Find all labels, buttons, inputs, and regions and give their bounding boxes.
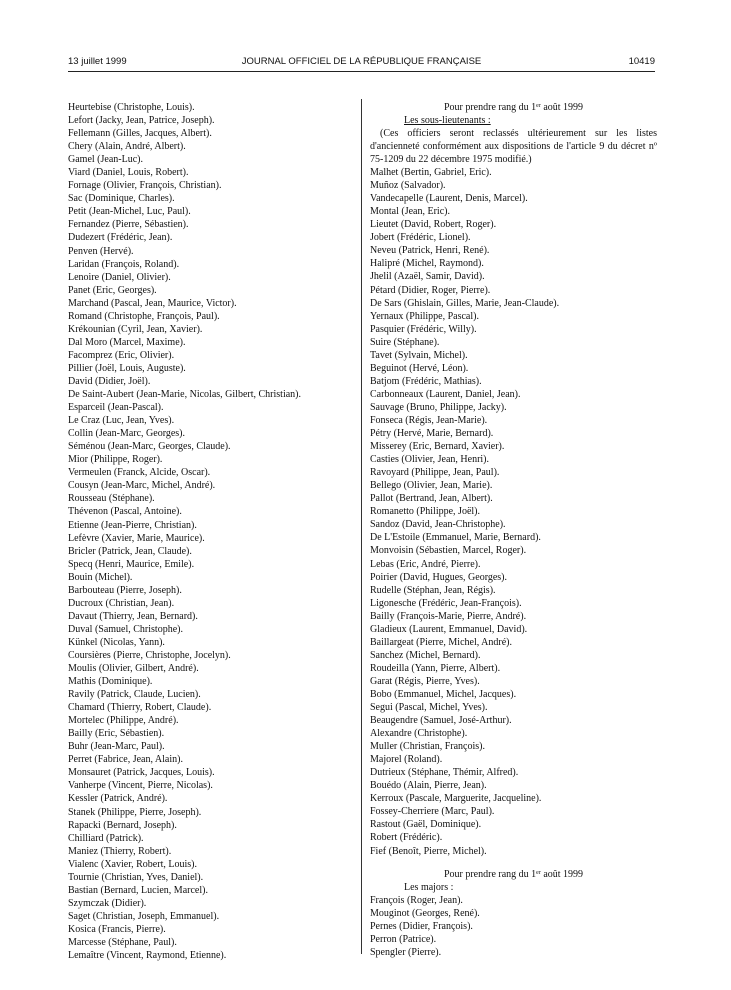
list-item: Dal Moro (Marcel, Maxime). — [68, 336, 186, 348]
list-item: Ligonesche (Frédéric, Jean-François). — [370, 597, 522, 609]
section2-heading: Pour prendre rang du 1er août 1999 — [443, 868, 584, 880]
list-item: Rousseau (Stéphane). — [68, 493, 155, 505]
list-item: David (Didier, Joël). — [68, 375, 151, 387]
list-item: Suire (Stéphane). — [370, 336, 440, 348]
list-item: Buhr (Jean-Marc, Paul). — [68, 741, 165, 753]
list-item: Sanchez (Michel, Bernard). — [370, 649, 481, 661]
list-item: Carbonneaux (Laurent, Daniel, Jean). — [370, 388, 521, 400]
list-item: Jobert (Frédéric, Lionel). — [370, 232, 471, 244]
list-item: Beguinot (Hervé, Léon). — [370, 362, 469, 374]
list-item: Mathis (Dominique). — [68, 676, 153, 688]
list-item: Lebas (Eric, André, Pierre). — [370, 558, 481, 570]
list-item: Poirier (David, Hugues, Georges). — [370, 571, 508, 583]
list-item: Krékounian (Cyril, Jean, Xavier). — [68, 323, 203, 335]
list-item: Romand (Christophe, François, Paul). — [68, 310, 220, 322]
list-item: Moulis (Olivier, Gilbert, André). — [68, 663, 199, 675]
list-item: Lenoire (Daniel, Olivier). — [68, 271, 171, 283]
list-item: Chamard (Thierry, Robert, Claude). — [68, 702, 212, 714]
list-item: Vialenc (Xavier, Robert, Louis). — [68, 858, 197, 870]
list-item: Perret (Fabrice, Jean, Alain). — [68, 754, 183, 766]
list-item: Ravoyard (Philippe, Jean, Paul). — [370, 467, 500, 479]
list-item: Marcesse (Stéphane, Paul). — [68, 937, 177, 948]
list-item: Pasquier (Frédéric, Willy). — [370, 323, 477, 335]
list-item: Vermeulen (Franck, Alcide, Oscar). — [68, 467, 211, 479]
list-item: Saget (Christian, Joseph, Emmanuel). — [68, 910, 220, 922]
page-header — [68, 56, 655, 70]
list-item: Vanherpe (Vincent, Pierre, Nicolas). — [68, 780, 213, 792]
list-item: Casties (Olivier, Jean, Henri). — [370, 454, 490, 466]
list-item: Dudezert (Frédéric, Jean). — [68, 232, 173, 244]
list-item: Malhet (Bertin, Gabriel, Eric). — [370, 167, 492, 179]
list-item: Yernaux (Philippe, Pascal). — [370, 310, 479, 322]
list-item: Perron (Patrice). — [370, 933, 437, 945]
list-item: Fellemann (Gilles, Jacques, Albert). — [68, 128, 212, 140]
list-item: Heurtebise (Christophe, Louis). — [68, 102, 195, 113]
list-item: Lemaître (Vincent, Raymond, Etienne). — [68, 950, 227, 962]
list-item: Muñoz (Salvador). — [370, 180, 446, 192]
list-item: Pillier (Joël, Louis, Auguste). — [68, 362, 186, 374]
list-item: Facomprez (Eric, Olivier). — [68, 349, 175, 361]
list-item: Mortelec (Philippe, André). — [68, 715, 179, 727]
list-item: Fossey-Cherriere (Marc, Paul). — [370, 806, 495, 818]
list-item: Ravily (Patrick, Claude, Lucien). — [68, 689, 201, 701]
list-item: Monvoisin (Sébastien, Marcel, Roger). — [370, 545, 527, 557]
list-item: Séménou (Jean-Marc, Georges, Claude). — [68, 441, 231, 453]
list-item: Rudelle (Stéphan, Jean, Régis). — [370, 584, 496, 596]
list-item: Kosica (Francis, Pierre). — [68, 923, 166, 935]
list-item: François (Roger, Jean). — [370, 894, 463, 906]
list-item: Montal (Jean, Eric). — [370, 206, 450, 218]
list-item: Tavet (Sylvain, Michel). — [370, 349, 468, 361]
list-item: Beaugendre (Samuel, José-Arthur). — [370, 715, 512, 727]
list-item: Monsauret (Patrick, Jacques, Louis). — [68, 767, 215, 779]
list-item: Mouginot (Georges, René). — [370, 907, 480, 919]
list-item: Duval (Samuel, Christophe). — [68, 623, 183, 635]
list-item: Cousyn (Jean-Marc, Michel, André). — [68, 480, 216, 492]
list-item: Bricler (Patrick, Jean, Claude). — [68, 545, 192, 557]
right-column — [370, 101, 657, 959]
list-item: Barbouteau (Pierre, Joseph). — [68, 584, 182, 596]
list-item: Collin (Jean-Marc, Georges). — [68, 428, 186, 440]
list-item: Coursières (Pierre, Christophe, Jocelyn). — [68, 649, 231, 661]
list-item: Dutrieux (Stéphane, Thémir, Alfred). — [370, 767, 519, 779]
list-item: Gladieux (Laurent, Emmanuel, David). — [370, 623, 528, 635]
list-item: Spengler (Pierre). — [370, 946, 442, 958]
list-item: Bellego (Olivier, Jean, Marie). — [370, 480, 493, 492]
list-item: Pétard (Didier, Roger, Pierre). — [370, 284, 491, 296]
list-item: Segui (Pascal, Michel, Yves). — [370, 702, 488, 714]
list-item: Pétry (Hervé, Marie, Bernard). — [370, 428, 494, 440]
list-item: Lieutet (David, Robert, Roger). — [370, 219, 497, 231]
list-item: Penven (Hervé). — [68, 245, 134, 257]
header-divider — [68, 71, 655, 72]
list-item: Tournie (Christian, Yves, Daniel). — [68, 871, 204, 883]
list-item: Fonseca (Régis, Jean-Marie). — [370, 414, 488, 426]
list-item: Roudeilla (Yann, Pierre, Albert). — [370, 662, 501, 674]
list-item: Vandecapelle (Laurent, Denis, Marcel). — [370, 193, 528, 205]
list-item: Kerroux (Pascale, Marguerite, Jacqueline). — [370, 793, 542, 805]
list-item: Majorel (Roland). — [370, 754, 443, 766]
list-item: Maniez (Thierry, Robert). — [68, 845, 172, 857]
list-item: Sac (Dominique, Charles). — [68, 193, 175, 205]
list-item: Bailly (François-Marie, Pierre, André). — [370, 610, 527, 622]
list-item: Laridan (François, Roland). — [68, 258, 180, 270]
left-column — [68, 101, 356, 962]
list-item: Jhelil (Azaël, Samir, David). — [370, 271, 485, 283]
list-item: Fornage (Olivier, François, Christian). — [68, 180, 222, 192]
list-item: Panet (Eric, Georges). — [68, 284, 157, 296]
list-item: Fernandez (Pierre, Sébastien). — [68, 219, 189, 231]
list-item: De Sars (Ghislain, Gilles, Marie, Jean-Claude). — [370, 297, 560, 309]
list-item: Chilliard (Patrick). — [68, 832, 144, 844]
list-item: Rastout (Gaël, Dominique). — [370, 819, 482, 831]
list-item: De Saint-Aubert (Jean-Marie, Nicolas, Gilbert, Christian). — [68, 389, 301, 401]
list-item: Davaut (Thierry, Jean, Bernard). — [68, 610, 198, 622]
list-item: Bailly (Eric, Sébastien). — [68, 728, 165, 740]
section1-name-list — [370, 166, 657, 857]
section2-name-list — [370, 894, 657, 959]
list-item: Neveu (Patrick, Henri, René). — [370, 245, 490, 257]
list-item: Bastian (Bernard, Lucien, Marcel). — [68, 884, 208, 896]
list-item: Rapacki (Bernard, Joseph). — [68, 819, 177, 831]
section2-subheading: Les majors : — [404, 881, 454, 893]
list-item: Thévenon (Pascal, Antoine). — [68, 506, 182, 518]
list-item: Sauvage (Bruno, Philippe, Jacky). — [370, 401, 507, 413]
list-item: Stanek (Philippe, Pierre, Joseph). — [68, 806, 202, 818]
list-item: Specq (Henri, Maurice, Emile). — [68, 558, 195, 570]
list-item: Künkel (Nicolas, Yann). — [68, 636, 165, 648]
list-item: Szymczak (Didier). — [68, 897, 147, 909]
list-item: Pallot (Bertrand, Jean, Albert). — [370, 493, 493, 505]
list-item: Bobo (Emmanuel, Michel, Jacques). — [370, 688, 517, 700]
list-item: Halipré (Michel, Raymond). — [370, 258, 484, 270]
list-item: Etienne (Jean-Pierre, Christian). — [68, 519, 197, 531]
list-item: Alexandre (Christophe). — [370, 728, 468, 740]
section1-note: (Ces officiers seront reclassés ultérieurement sur les listes d'ancienneté conformément aux dispositions de l'article 9 du décret nº 75-1209 du 22 décembre 1975 modifié.) — [370, 128, 657, 166]
list-item: De L'Estoile (Emmanuel, Marie, Bernard). — [370, 532, 541, 544]
list-item: Mior (Philippe, Roger). — [68, 454, 163, 466]
list-item: Le Craz (Luc, Jean, Yves). — [68, 415, 175, 427]
header-date: 13 juillet 1999 — [68, 56, 127, 67]
list-item: Robert (Frédéric). — [370, 832, 443, 844]
list-item: Romanetto (Philippe, Joël). — [370, 506, 480, 518]
list-item: Muller (Christian, François). — [370, 741, 485, 753]
list-item: Pernes (Didier, François). — [370, 920, 473, 932]
header-title: JOURNAL OFFICIEL DE LA RÉPUBLIQUE FRANÇAISE — [241, 56, 482, 67]
list-item: Kessler (Patrick, André). — [68, 793, 168, 805]
list-item: Lefort (Jacky, Jean, Patrice, Joseph). — [68, 115, 215, 127]
list-item: Garat (Régis, Pierre, Yves). — [370, 675, 480, 687]
list-item: Petit (Jean-Michel, Luc, Paul). — [68, 206, 191, 218]
list-item: Bouin (Michel). — [68, 571, 133, 583]
section1-heading: Pour prendre rang du 1er août 1999 — [443, 102, 584, 113]
list-item: Gamel (Jean-Luc). — [68, 154, 143, 166]
page-number: 10419 — [628, 56, 655, 67]
list-item: Ducroux (Christian, Jean). — [68, 597, 175, 609]
list-item: Sandoz (David, Jean-Christophe). — [370, 519, 506, 531]
list-item: Baillargeat (Pierre, Michel, André). — [370, 636, 512, 648]
list-item: Misserey (Eric, Bernard, Xavier). — [370, 441, 505, 453]
list-item: Esparceil (Jean-Pascal). — [68, 402, 164, 414]
list-item: Chery (Alain, André, Albert). — [68, 141, 186, 153]
list-item: Marchand (Pascal, Jean, Maurice, Victor). — [68, 297, 237, 309]
list-item: Batjom (Frédéric, Mathias). — [370, 375, 482, 387]
list-item: Lefèvre (Xavier, Marie, Maurice). — [68, 532, 205, 544]
column-divider — [361, 99, 362, 954]
list-item: Bouédo (Alain, Pierre, Jean). — [370, 780, 487, 792]
list-item: Fief (Benoît, Pierre, Michel). — [370, 845, 487, 857]
list-item: Viard (Daniel, Louis, Robert). — [68, 167, 189, 179]
section1-subheading: Les sous-lieutenants : — [404, 115, 491, 127]
